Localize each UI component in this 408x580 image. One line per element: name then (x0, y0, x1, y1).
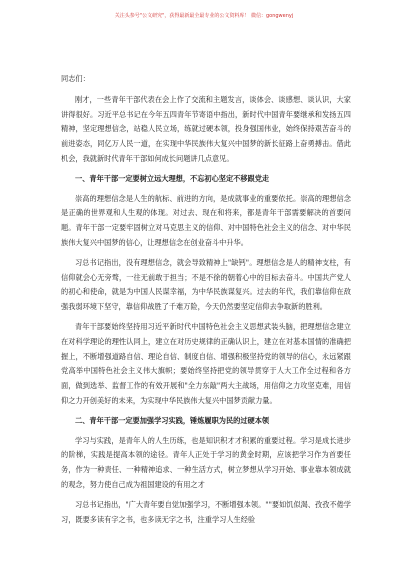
page-header-banner: 关注头参号"公文研究"，获得最新最全最专业的公文资料库！ 微信：gongwenyj (114, 13, 294, 19)
salutation: 同志们： (61, 74, 90, 83)
body-paragraph: 习总书记指出，"广大青年要自觉加强学习，不断增强本领。""要如饥似渴、孜孜不倦学习，既要多读有字之书，也多读无字之书，注重学习人生经验 (61, 499, 351, 524)
document-body (61, 72, 351, 532)
paragraph-list (61, 93, 351, 528)
body-paragraph: 习总书记指出，没有理想信念，就会导致精神上"缺钙"。理想信念是人的精神支柱，有信仰就会心无旁骛，一往无前敢于担当；不是不徐的朝着心中的目标去奋斗。中国共产党人的初心和使命，就是为中国人民谋幸福，为中华民族谋复兴。过去的年代，我们靠信仰在敌强我弱环境下坚守，靠信仰战胜了千难万险，今天仍然要坚定信仰去争取新的胜利。 (61, 257, 351, 312)
body-paragraph: 青年干部要始终坚持用习近平新时代中国特色社会主义思想武装头脑，把理想信念建立在对科学理论的理性认同上，建立在对历史规律的正确认识上，建立在对基本国情的准确把握上，不断增强道路自信、理论自信、制度自信、增强积极坚持党的领导的信心，永远紧跟党高举中国特色社会主义伟大旗帜；要始终坚持把党的领导贯穿于人大工作全过程和各方面，做到选举、监督工作的有效开展和"全力东敲"两大主战场，用信仰之力攻坚克难，用信仰之力开创美好的未来，为实现中华民族伟大复兴中国梦贡献力量。 (61, 321, 351, 405)
body-paragraph: 崇高的理想信念是人生的航标、前进的方向，是成就事业的重要依托。崇高的理想信念是正确的世界观和人生观的体现。对过去、现在和将来，都是青年干部需要解决的首要问题。青年干部一定要牢固树立对马克思主义的信仰、对中国特色社会主义的信念、对中华民族伟大复兴中国梦的信心，让理想信念在创业奋斗中升华。 (61, 193, 351, 247)
body-paragraph: 刚才，一些青年干部代表在会上作了交流和主题发言，谈体会、谈感想、谈认识，大家讲得很好。习近平总书记在今年五四青年节寄语中指出，新时代中国青年要继承和发扬五四精神，坚定理想信念，站稳人民立场，练就过硬本领，投身强国伟业，始终保持艰苦奋斗的前进姿态，同亿万人民一道，在实现中华民族伟大复兴中国梦的新长征路上奋勇搏击。借此机会，我就新时代青年干部如何成长问题讲几点意见。 (61, 94, 351, 163)
section-heading: 一、青年干部一定要树立远大理想，不忘初心坚定不移跟党走 (75, 173, 270, 183)
section-heading: 二、青年干部一定要加强学习实践，锤炼履职为民的过硬本领 (75, 415, 270, 425)
body-paragraph: 学习与实践，是青年人的人生历练，也是知识积才才积累的重要过程。学习是成长进步的阶梯，实践是提高本领的途径。青年人正处于学习的黄金时期，应该把学习作为首要任务，作为一种责任、一种精神追求、一种生活方式，树立梦想从学习开始、事业靠本领成就的观念，努力使自己成为祖国建设的有用之才 (61, 435, 351, 489)
